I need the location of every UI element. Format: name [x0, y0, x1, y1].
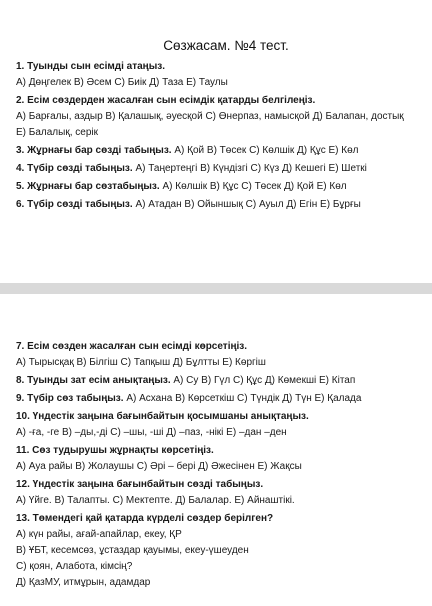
question-11-prompt: 11. Сөз тудырушы жұрнақты көрсетіңіз. — [16, 445, 214, 456]
question-7-options: А) Тырысқақ В) Білгіш С) Тапқыш Д) Бұлтты Е) Көргіш — [16, 357, 266, 368]
question-10-prompt: 10. Үндестік заңына бағынбайтын қосымшаны анықтаңыз. — [16, 411, 309, 422]
question-8 — [16, 374, 422, 387]
question-2-options-extra: Е) Балалық, серік — [16, 127, 98, 138]
question-2-options: А) Барғалы, аздыр В) Қалашық, әуесқой С) Өнерпаз, намысқой Д) Балапан, достық — [16, 111, 404, 122]
question-4-options: А) Таңертеңгі В) Күндізгі С) Күз Д) Кешегі Е) Шеткі — [135, 163, 367, 174]
question-1-prompt: 1. Туынды сын есімді атаңыз. — [16, 61, 165, 72]
test-title: Сөзжасам. №4 тест. — [163, 38, 289, 53]
question-6-prompt: 6. Түбір сөзді табыңыз. — [16, 199, 133, 210]
question-9-prompt: 9. Түбір сөз табыңыз. — [16, 393, 124, 404]
question-10-options: А) -ға, -ге В) –ды,-ді С) –шы, -ші Д) –паз, -нікі Е) –дан –ден — [16, 427, 287, 438]
question-9-options: А) Асхана В) Көрсеткіш С) Түндік Д) Түн Е) Қалада — [126, 393, 362, 404]
question-5 — [16, 180, 422, 193]
question-9 — [16, 392, 422, 405]
question-8-options: А) Су В) Гүл С) Құс Д) Көмекші Е) Кітап — [173, 375, 356, 386]
question-5-options: А) Көлшік В) Құс С) Төсек Д) Қой Е) Көл — [162, 181, 347, 192]
question-12-prompt: 12. Үндестік заңына бағынбайтын сөзді табыңыз. — [16, 479, 264, 490]
question-7-prompt: 7. Есім сөзден жасалған сын есімді көрсетіңіз. — [16, 341, 248, 352]
test-page-bottom — [0, 294, 432, 606]
question-1-options: А) Дөңгелек В) Әсем С) Биік Д) Таза Е) Таулы — [16, 77, 228, 88]
question-3-prompt: 3. Жұрнағы бар сөзді табыңыз. — [16, 145, 172, 156]
question-13-option-d: Д) ҚазМУ, итмұрын, адамдар — [16, 577, 151, 588]
test-page-top — [0, 0, 432, 283]
question-13-option-c: С) қоян, Алабота, кімсің? — [16, 561, 133, 572]
question-3 — [16, 144, 422, 157]
question-13-option-a: А) күн райы, ағай-апайлар, екеу, ҚР — [16, 529, 182, 540]
question-6-options: А) Атадан В) Ойыншық С) Ауыл Д) Егін Е) Бұрғы — [135, 199, 361, 210]
question-4 — [16, 162, 422, 175]
question-3-options: А) Қой В) Төсек С) Көлшік Д) Құс Е) Көл — [174, 145, 359, 156]
question-6 — [16, 198, 422, 211]
question-4-prompt: 4. Түбір сөзді табыңыз. — [16, 163, 133, 174]
question-8-prompt: 8. Туынды зат есім анықтаңыз. — [16, 375, 171, 386]
question-13-prompt: 13. Төмендегі қай қатарда күрделі сөздер берілген? — [16, 513, 274, 524]
question-11-options: А) Ауа райы В) Жолаушы С) Әрі – бері Д) Әжесінен Е) Жақсы — [16, 461, 302, 472]
question-2-prompt: 2. Есім сөздерден жасалған сын есімдік қатарды белгілеңіз. — [16, 95, 316, 106]
question-5-prompt: 5. Жұрнағы бар сөзтабыңыз. — [16, 181, 160, 192]
question-12-options: А) Үйге. В) Талапты. С) Мектепте. Д) Балалар. Е) Айнаштікі. — [16, 495, 295, 506]
page-separator — [0, 283, 432, 294]
question-13-option-b: В) ҰБТ, кесемсөз, ұстаздар қауымы, екеу-үшеуден — [16, 545, 249, 556]
